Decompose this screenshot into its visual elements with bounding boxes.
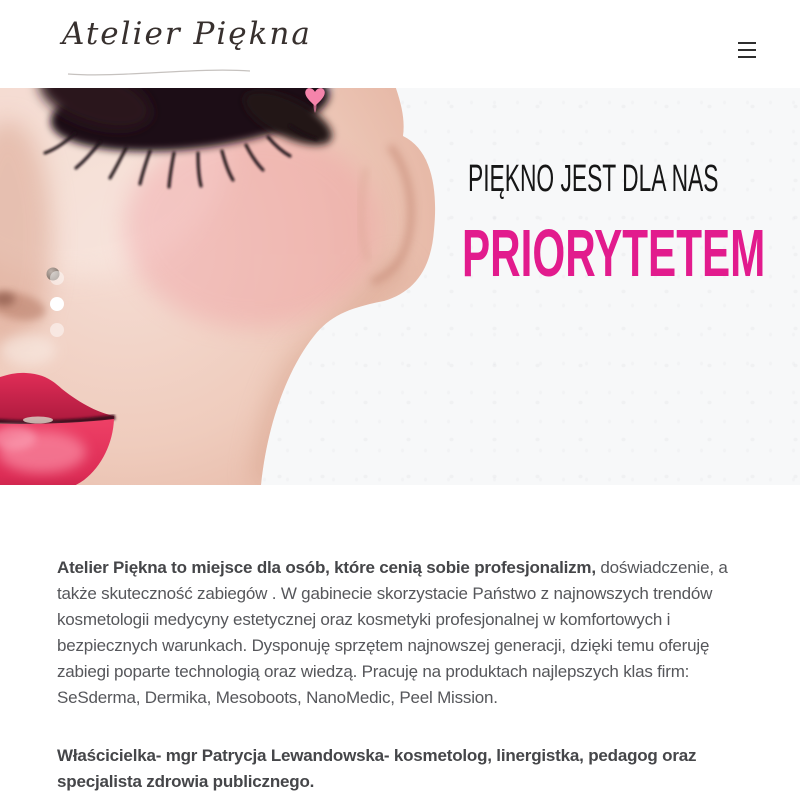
hero-title: PRIORYTETEM bbox=[462, 216, 766, 291]
logo-flourish bbox=[66, 66, 252, 78]
site-header bbox=[0, 0, 800, 88]
hero-slider bbox=[0, 88, 800, 485]
logo-text: Atelier Piękna bbox=[62, 16, 312, 52]
about-intro-rest: doświadczenie, a także skuteczność zabiegów . W gabinecie skorzystacie Państwo z najnowszych trendów kosmetologii medycyny estetycznej oraz kosmetyki profesjonalnej w komfortowych i bezpiecznych warunkach. Dysponuję sprzętem najnowszej generacji, dzięki temu oferuję zabiegi poparte technologią oraz wiedzą. Pracuję na produktach najlepszych klas firm: SeSderma, Dermika, Mesoboots, NanoMedic, Peel Mission. bbox=[57, 558, 728, 707]
hero-copy bbox=[388, 156, 788, 290]
hamburger-icon bbox=[738, 42, 756, 44]
about-intro-bold: Atelier Piękna to miejsce dla osób, które cenią sobie profesjonalizm, bbox=[57, 558, 596, 577]
slider-dot-1[interactable] bbox=[50, 271, 64, 285]
owner-paragraph: Właścicielka- mgr Patrycja Lewandowska- kosmetolog, linergistka, pedagog oraz specjalista zdrowia publicznego. bbox=[57, 746, 697, 791]
hamburger-icon bbox=[738, 56, 756, 58]
mouth-glint bbox=[23, 417, 53, 424]
hamburger-icon bbox=[738, 49, 756, 51]
slider-dots bbox=[50, 271, 64, 349]
menu-button[interactable] bbox=[738, 42, 756, 58]
hero-subtitle: PIĘKNO JEST DLA NAS bbox=[468, 158, 719, 200]
slider-dot-2[interactable] bbox=[50, 297, 64, 311]
slider-dot-3[interactable] bbox=[50, 323, 64, 337]
site-logo[interactable] bbox=[62, 16, 312, 52]
about-section bbox=[0, 485, 800, 795]
about-paragraph bbox=[57, 555, 749, 711]
